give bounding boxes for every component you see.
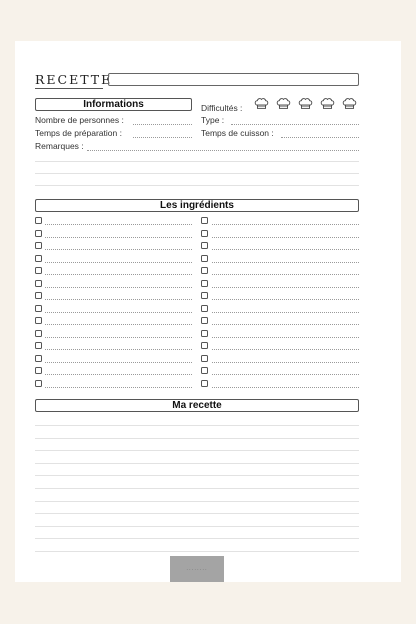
- recipe-sheet: [15, 41, 401, 582]
- recipe-line[interactable]: [35, 425, 359, 426]
- recipe-line[interactable]: [35, 450, 359, 451]
- remarks-label: Remarques :: [35, 141, 84, 151]
- page-footer-block: ........: [170, 556, 224, 582]
- page-title: RECETTE: [35, 72, 113, 87]
- recipe-line[interactable]: [35, 488, 359, 489]
- recipe-line[interactable]: [35, 551, 359, 552]
- type-label: Type :: [201, 115, 225, 125]
- cook-time-label: Temps de cuisson :: [201, 128, 274, 138]
- persons-label: Nombre de personnes :: [35, 115, 124, 125]
- ingredients-heading: Les ingrédients: [35, 199, 359, 212]
- recipe-line[interactable]: [35, 501, 359, 502]
- recipe-heading: Ma recette: [35, 399, 359, 412]
- recipe-line[interactable]: [35, 438, 359, 439]
- recipe-lines: [15, 41, 401, 582]
- recipe-line[interactable]: [35, 475, 359, 476]
- recipe-line[interactable]: [35, 526, 359, 527]
- difficulty-label: Difficultés :: [201, 103, 243, 113]
- recipe-line[interactable]: [35, 463, 359, 464]
- informations-heading: Informations: [35, 98, 192, 111]
- prep-time-label: Temps de préparation :: [35, 128, 122, 138]
- recipe-line[interactable]: [35, 538, 359, 539]
- recipe-line[interactable]: [35, 513, 359, 514]
